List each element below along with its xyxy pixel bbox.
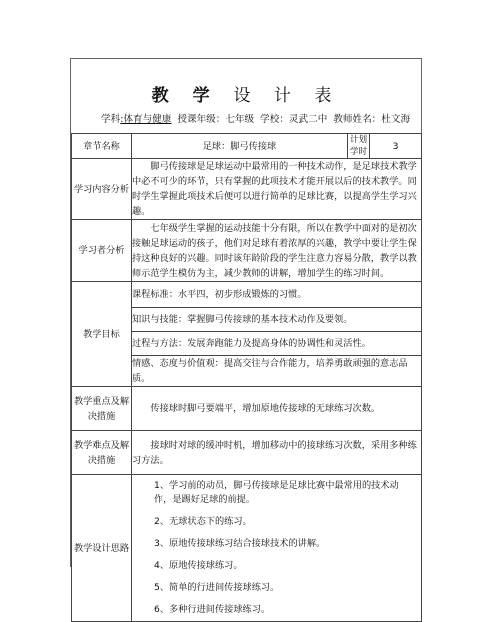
title-light: 设 计 表 [233,86,341,106]
chapter-label: 章节名称 [72,134,132,159]
design-step: 3、原地传接球练习结合接球技术的讲解。 [154,538,326,549]
design-step: 2、无球状态下的练习。 [154,516,252,527]
table-row [72,220,422,282]
table-row [72,387,422,431]
table-row [72,475,422,622]
design-ideas-label: 教学设计思路 [72,475,132,622]
design-step: 1、学习前的动员，脚弓传接球是足球比赛中最常用的技术动作，是踢好足球的前提。 [154,480,399,505]
plan-hours-label: 计划学时 [348,134,370,159]
objectives-label: 教学目标 [72,282,132,387]
form-meta [101,111,410,125]
learner-analysis-label: 学习者分析 [72,220,132,282]
design-ideas-cell [132,475,422,622]
difficulties-text: 接球时对球的缓冲时机，增加移动中的接球练习次数，采用多种练习方法。 [132,431,422,475]
key-points-text: 传接球时脚弓要端平，增加原地传接球的无球练习次数。 [132,387,422,431]
objective-emotion: 情感、态度与价值观：提高交往与合作能力，培养勇敢顽强的意志品质。 [132,356,422,387]
difficulties-label: 教学难点及解决措施 [72,431,132,475]
objective-knowledge: 知识与技能：掌握脚弓传接球的基本技术动作及要领。 [132,308,422,332]
table-row [72,431,422,475]
content-analysis-text: 脚弓传接球是足球运动中最常用的一种技术动作，是足球技术教学中必不可少的环节，只有掌握的此项技术才能开展以后的技术教学。同时学生掌握此项技术后便可以进行简单的足球比赛，以提高学生学习兴趣。 [132,159,422,220]
subject-label: 学科 [101,114,121,125]
table-row [72,134,422,159]
teacher-text: 教师姓名：杜文海 [333,114,411,125]
table-row [72,159,422,220]
grade-text: 授课年级：七年级 [177,114,255,125]
learner-analysis-text: 七年级学生掌握的运动技能十分有限，所以在教学中面对的是初次接触足球运动的孩子，他们对足球有着浓厚的兴趣，教学中要让学生保持这种良好的兴趣。同时该年龄阶段的学生注意力容易分散，教学以教师示范学生模仿为主，减少教师的讲解，增加学生的练习时间。 [132,220,422,282]
objective-process: 过程与方法：发展奔跑能力及提高身体的协调性和灵活性。 [132,332,422,356]
key-points-label: 教学重点及解决措施 [72,387,132,431]
subject-value: :体育与健康 [120,114,172,125]
lesson-design-form [70,58,422,615]
design-step: 4、原地传接球练习。 [154,560,243,571]
school-text: 学校：灵武二中 [260,114,328,125]
content-analysis-label: 学习内容分析 [72,159,132,220]
objective-standard: 课程标准：水平四，初步形成锻炼的习惯。 [132,282,422,308]
plan-hours-value: 3 [370,134,422,159]
chapter-value: 足球：脚弓传接球 [132,134,348,159]
form-title [71,81,421,106]
title-bold: 教 学 [151,86,219,106]
design-step: 5、简单的行进间传接球练习。 [154,582,280,593]
table-row [72,282,422,308]
design-table [71,133,422,622]
design-step: 6、多种行进间传接球练习。 [154,604,271,615]
